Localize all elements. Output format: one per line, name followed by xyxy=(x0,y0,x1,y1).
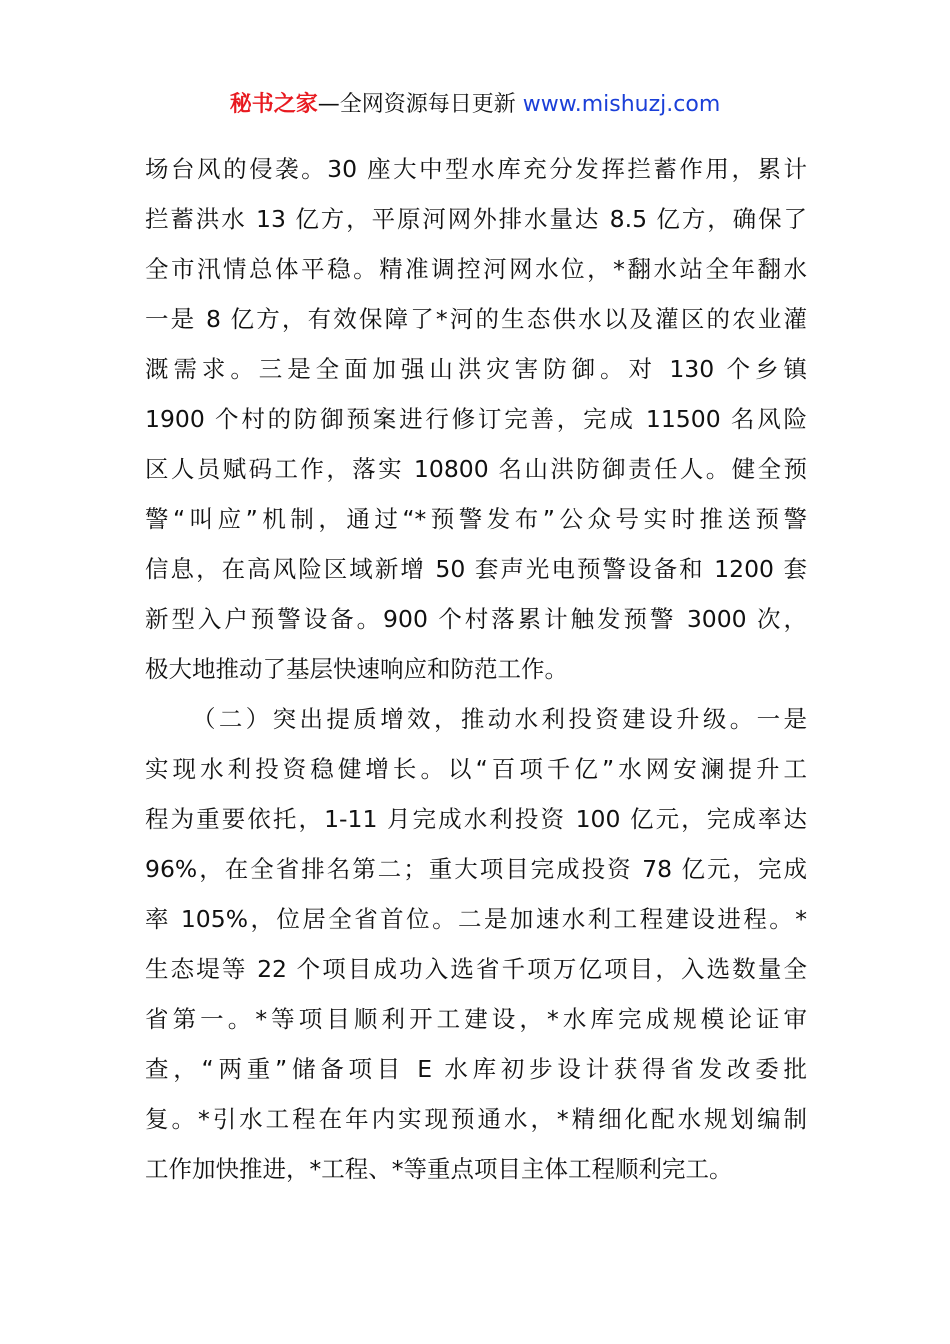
text-line: 场台风的侵袭。30 座大中型水库充分发挥拦蓄作用，累计 xyxy=(145,155,807,183)
text-line: 极大地推动了基层快速响应和防范工作。 xyxy=(145,655,568,683)
body-text xyxy=(145,144,807,1194)
text-line: 一是 8 亿方，有效保障了*河的生态供水以及灌区的农业灌 xyxy=(145,305,807,333)
text-line: 省第一。*等项目顺利开工建设，*水库完成规模论证审 xyxy=(145,1005,807,1033)
text-line: 区人员赋码工作，落实 10800 名山洪防御责任人。健全预 xyxy=(145,455,807,483)
text-line: 警“叫应”机制，通过“*预警发布”公众号实时推送预警 xyxy=(145,505,807,533)
page-header xyxy=(0,88,950,122)
text-line: 实现水利投资稳健增长。以“百项千亿”水网安澜提升工 xyxy=(145,755,807,783)
header-slogan: —全网资源每日更新 xyxy=(317,92,516,117)
section-heading-line: （二）突出提质增效，推动水利投资建设升级。一是 xyxy=(192,705,807,733)
text-line: 新型入户预警设备。900 个村落累计触发预警 3000 次， xyxy=(145,605,807,633)
text-line: 复。*引水工程在年内实现预通水，*精细化配水规划编制 xyxy=(145,1105,807,1133)
text-line: 溉需求。三是全面加强山洪灾害防御。对 130 个乡镇 xyxy=(145,355,807,383)
text-line: 1900 个村的防御预案进行修订完善，完成 11500 名风险 xyxy=(145,405,807,433)
text-line: 查，“两重”储备项目 E 水库初步设计获得省发改委批 xyxy=(145,1055,807,1083)
text-line: 生态堤等 22 个项目成功入选省千项万亿项目，入选数量全 xyxy=(145,955,807,983)
text-line: 全市汛情总体平稳。精准调控河网水位，*翻水站全年翻水 xyxy=(145,255,807,283)
header-brand: 秘书之家 xyxy=(229,92,318,117)
header-site-link[interactable]: www.mishuzj.com xyxy=(522,92,721,117)
text-line: 率 105%，位居全省首位。二是加速水利工程建设进程。* xyxy=(145,905,807,933)
text-line: 工作加快推进，*工程、*等重点项目主体工程顺利完工。 xyxy=(145,1155,733,1183)
text-line: 拦蓄洪水 13 亿方，平原河网外排水量达 8.5 亿方，确保了 xyxy=(145,205,807,233)
text-line: 程为重要依托，1-11 月完成水利投资 100 亿元，完成率达 xyxy=(145,805,807,833)
text-line: 信息，在高风险区域新增 50 套声光电预警设备和 1200 套 xyxy=(145,555,807,583)
text-line: 96%，在全省排名第二；重大项目完成投资 78 亿元，完成 xyxy=(145,855,807,883)
